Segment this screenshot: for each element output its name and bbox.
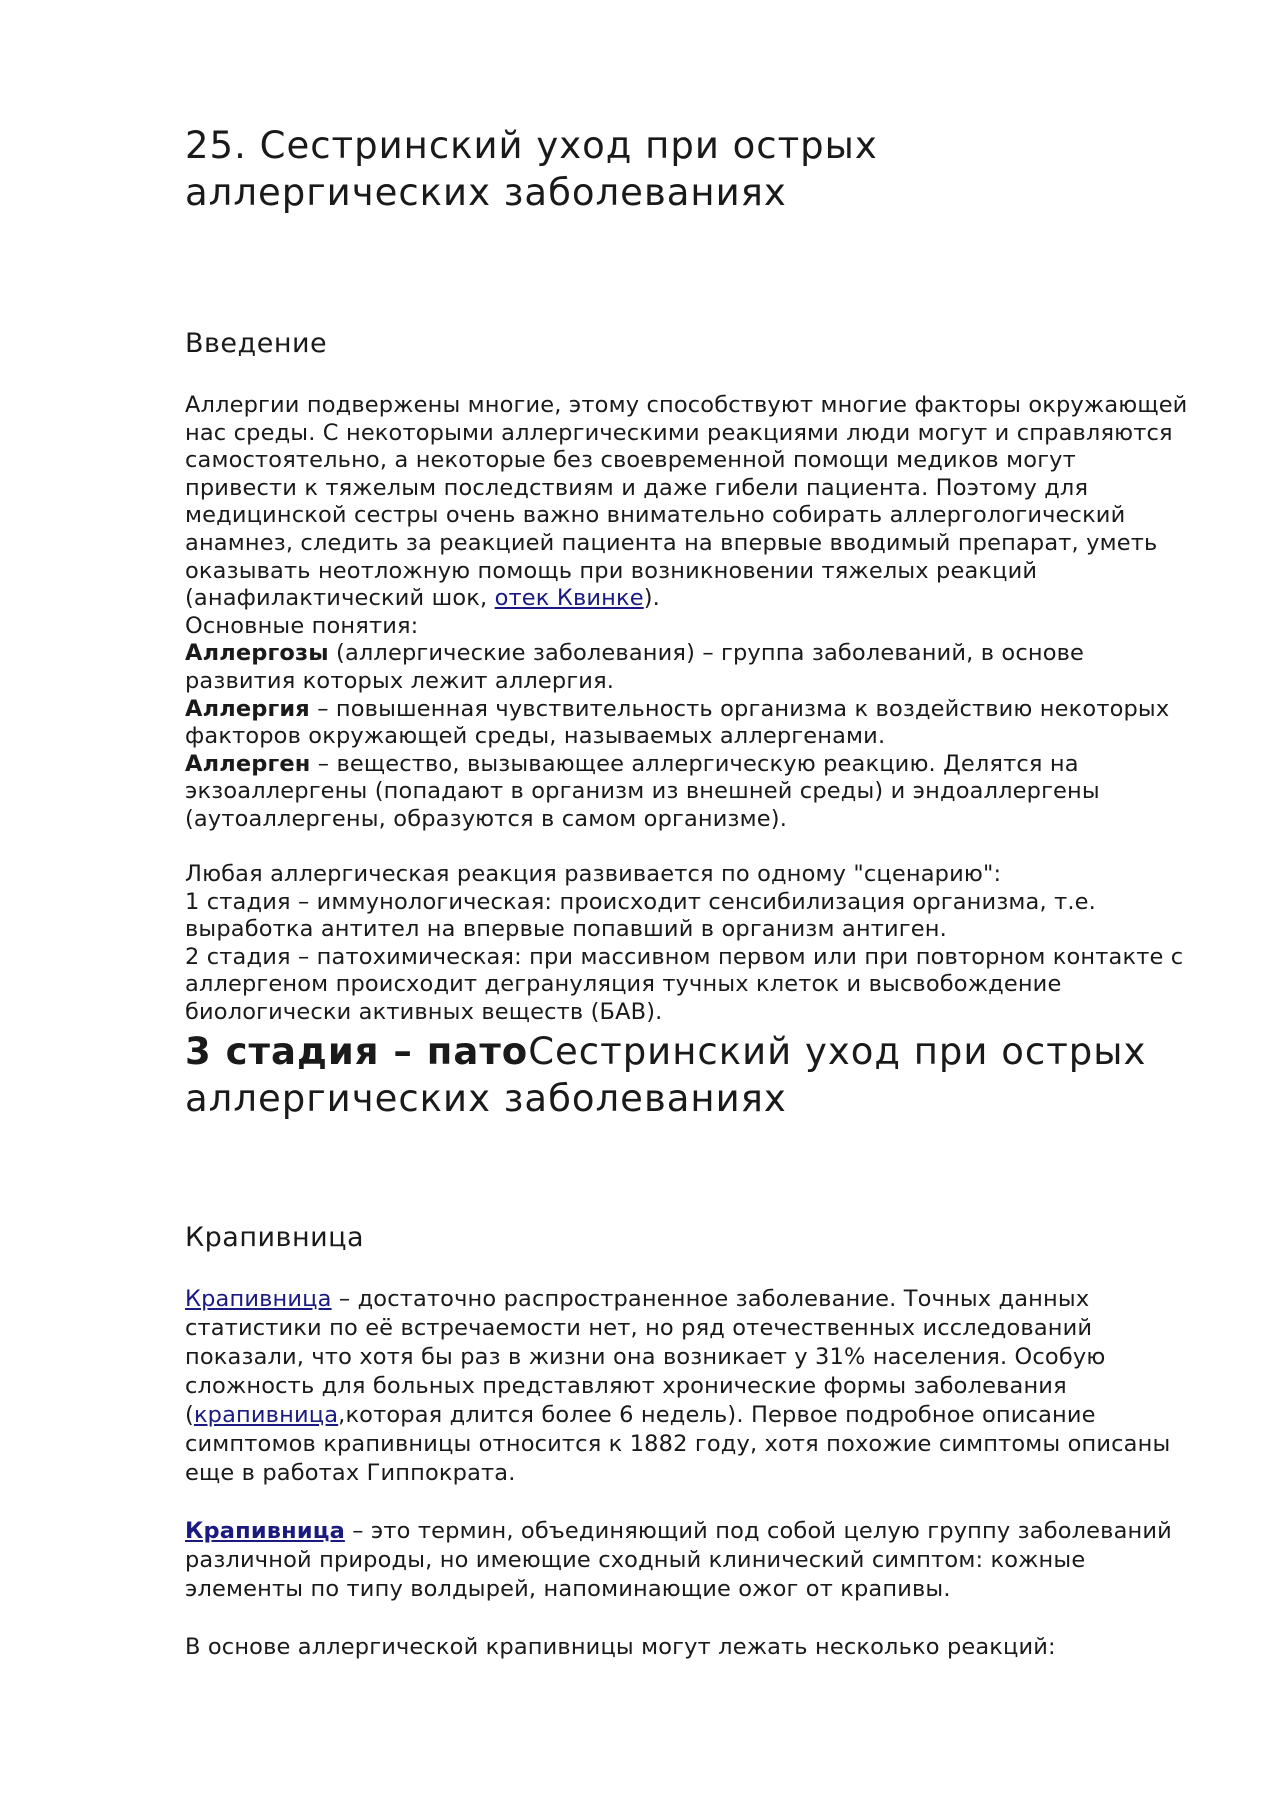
definition-text: (аллергические заболевания) – группа заболеваний, в основе развития которых лежит аллергия. [185,640,1085,694]
blank-line [185,834,1195,862]
blank-line [185,1488,1195,1517]
urticaria-text-2: ,которая длится более 6 недель). Первое подробное описание симптомов крапивницы относится к 1882 году, хотя похожие симптомы описаны еще в работах Гиппократа. [185,1402,1171,1486]
stage-1: 1 стадия – иммунологическая: происходит сенсибилизация организма, т.е. выработка антител на впервые попавший в организм антиген. [185,888,1096,943]
scenario-line: Любая аллергическая реакция развивается по одному "сценарию": [185,861,1002,888]
intro-text-end: ). [643,585,660,612]
intro-heading: Введение [185,328,328,359]
definition-text: – повышенная чувствительность организма к воздействию некоторых факторов окружающей среды, называемых аллергенами. [185,695,1170,750]
intro-text: Аллергии подвержены многие, этому способствуют многие факторы окружающей нас среды. С некоторыми аллергическими реакциями люди могут и справляются самостоятельно, а некоторые без своевременной помощи медиков могут привести к тяжелым последствиям и даже гибели пациента. Поэтому для медицинской сестры очень важно внимательно собирать аллергологический анамнез, следить за реакцией пациента на впервые вводимый препарат, уметь оказывать неотложную помощь при возникновении тяжелых реакций (анафилактический шок, [185,392,1188,612]
urticaria-paragraph-3: В основе аллергической крапивницы могут лежать несколько реакций: [185,1634,1056,1660]
term-allergy: Аллергия [185,695,310,722]
term-allergoses: Аллергозы [185,640,329,667]
quincke-edema-link[interactable]: отек Квинке [494,585,644,612]
term-allergen: Аллерген [185,750,311,777]
page-title: 25. Сестринский уход при острых аллергических заболеваниях [185,124,878,214]
stage-3-heading [185,1028,1245,1122]
definition-allergy [185,696,1195,751]
urticaria-definition-text: – это термин, объединяющий под собой целую группу заболеваний различной природы, но имеющие сходный клинический симптом: кожные элементы по типу волдырей, напоминающие ожог от крапивы. [185,1518,1172,1602]
urticaria-text: – достаточно распространенное заболевание. Точных данных статистики по её встречаемости нет, но ряд отечественных исследований показали, что хотя бы раз в жизни она возникает у 31% населения. Особую сложность для больных представляют хронические формы заболевания ( [185,1286,1106,1428]
urticaria-paragraph-1 [185,1285,1195,1488]
stage-3-rest: Сестринский уход при острых аллергических заболеваниях [185,1030,1147,1120]
urticaria-bold-link[interactable]: Крапивница [185,1518,345,1544]
definition-allergoses [185,640,1195,695]
urticaria-body [185,1285,1195,1662]
urticaria-chronic-link[interactable]: крапивница [193,1402,339,1428]
intro-paragraph [185,392,1195,613]
urticaria-link[interactable]: Крапивница [185,1286,332,1312]
blank-line [185,1604,1195,1633]
stage-2: 2 стадия – патохимическая: при массивном первом или при повторном контакте с аллергеном происходит дегрануляция тучных клеток и высвобождение биологически активных веществ (БАВ). [185,943,1184,1026]
urticaria-paragraph-2 [185,1517,1195,1604]
definition-text: – вещество, вызывающее аллергическую реакцию. Делятся на экзоаллергены (попадают в организм из внешней среды) и эндоаллергены (аутоаллергены, образуются в самом организме). [185,750,1100,832]
intro-body [185,392,1195,1027]
urticaria-heading: Крапивница [185,1222,365,1253]
stage-3-bold: 3 стадия – пато [185,1030,529,1073]
concepts-label: Основные понятия: [185,612,419,639]
definition-allergen [185,751,1195,834]
